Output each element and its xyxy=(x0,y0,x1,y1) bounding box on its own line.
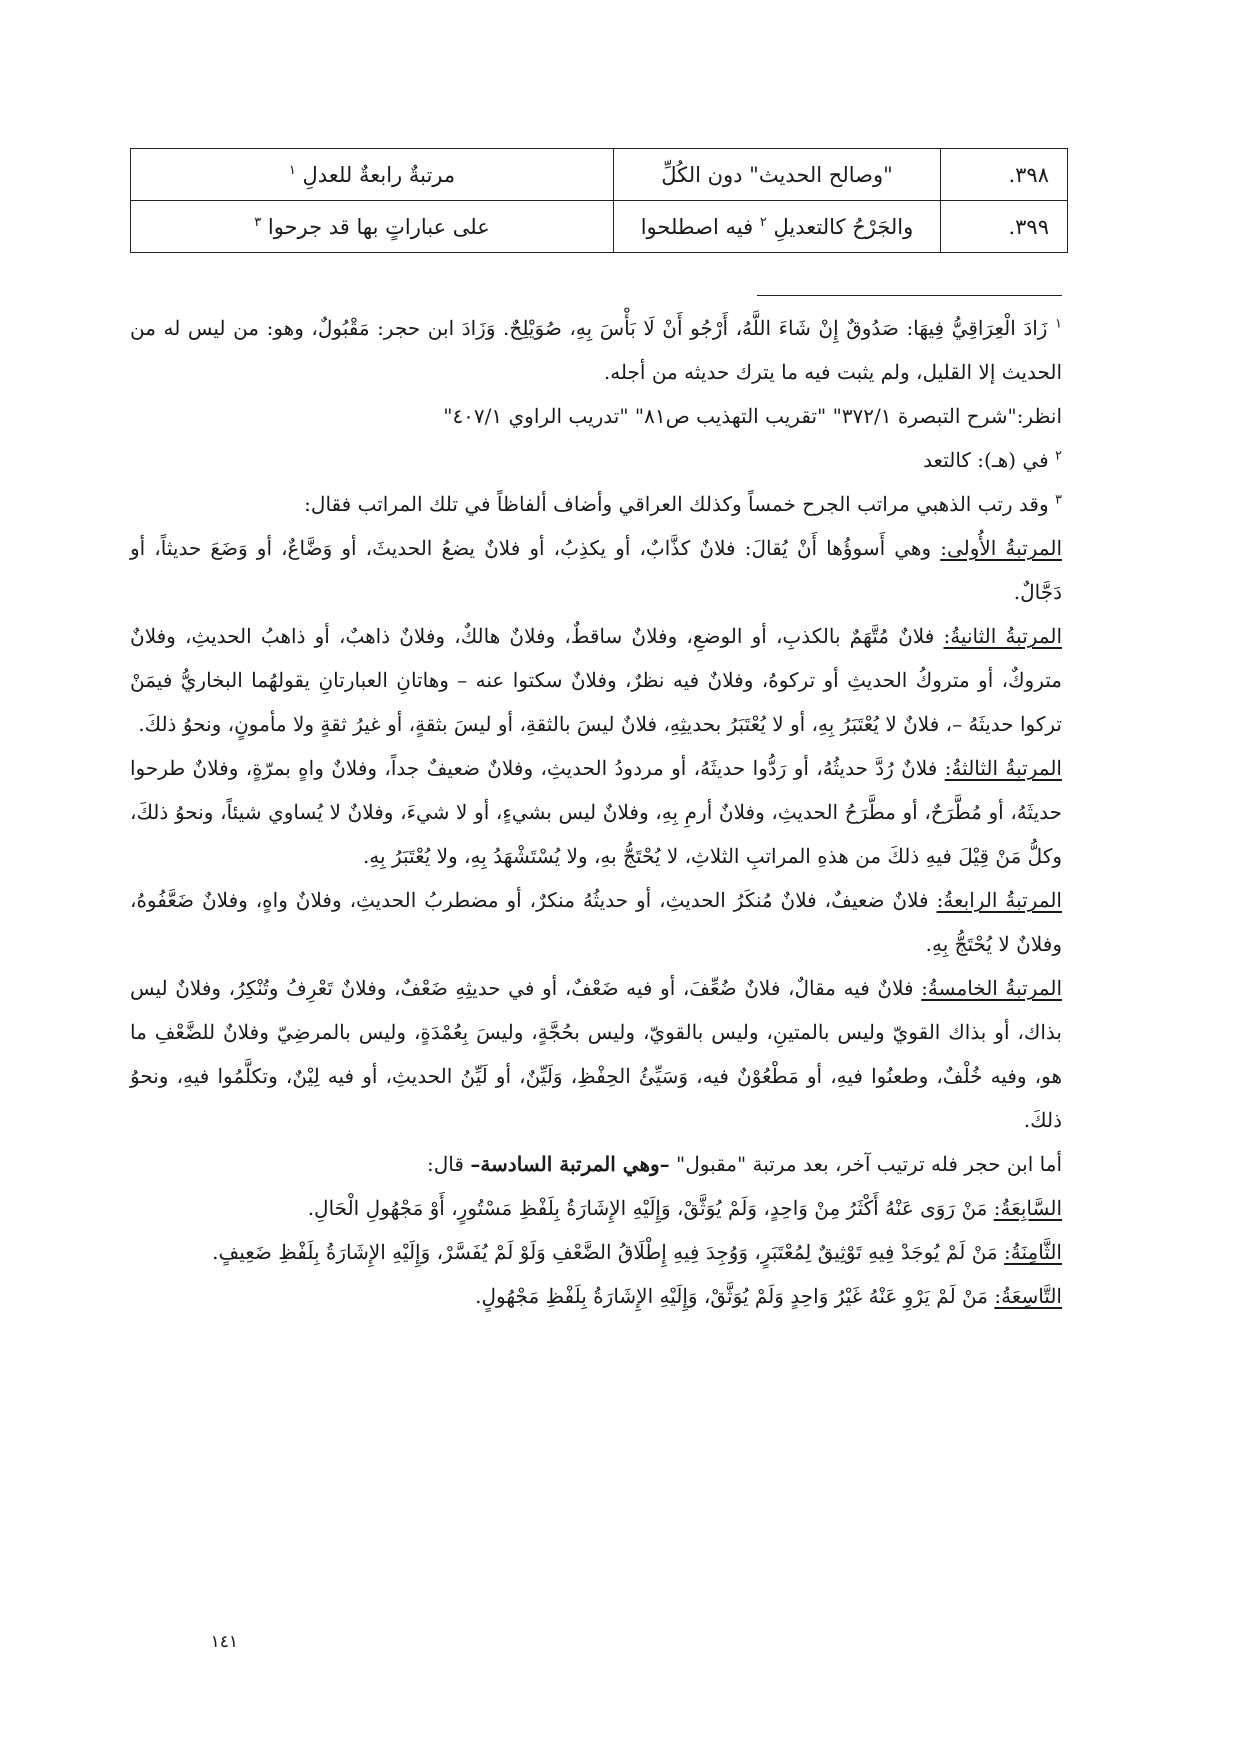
rank-paragraph xyxy=(130,526,1062,614)
sixth-rank-note: –وهي المرتبة السادسة– xyxy=(470,1152,670,1176)
verse-text: مرتبةٌ رابعةٌ للعدلِ xyxy=(302,162,456,187)
footnote-text: زَادَ الْعِرَاقِيُّ فِيهَا: صَدُوقٌ إِنْ شَاءَ اللَّهُ، أَرْجُو أَنْ لَا بَأْسَ بِهِ، صُوَيْلِحٌ. وَزَادَ ابن حجر: مَقْبُولٌ، وهو: xyxy=(266,316,1048,340)
footnote-1 xyxy=(130,306,1062,394)
verse-second-hemistich xyxy=(131,149,614,201)
rank-text: فلانٌ فيه مقالٌ، فلانٌ ضُعِّفَ، أو فيه ضَعْفٌ، أو في حديثِهِ ضَعْفٌ، وفلانٌ تَعْرِفُ وتُنْكِرُ، وفلانٌ ليس بذاك، أو بذاك القويّ وليس بالمتينِ، وليس بالقويّ، وليس بحُجَّةٍ، وليسَ بِعُمْدَةٍ، وليس بالمرضِيّ وفلانٌ للضَّعْفِ ما هو، وفيه خُلْفٌ، وطعنُوا فيهِ، أو مَطْعُوْنٌ فيه، وَسَيِّئُ الحِفْظِ، وَلَيِّنٌ، أو لَيِّنُ الحديثِ، أو فيه لِيْنٌ، وتكلَّمُوا فيهِ، ونحوُ ذلكَ. xyxy=(130,976,1062,1132)
verse-text: "وصالح الحديث" دون الكُلِّ xyxy=(661,162,893,187)
rank-text: فلانٌ مُتَّهَمٌ بالكذبِ، أو الوضعِ، وفلانٌ ساقطٌ، وفلانٌ هالكٌ، وفلانٌ ذاهبٌ، أو ذاهبُ الحديثِ، وفلانٌ متروكٌ، أو متروكُ الحديثِ أو تركوهُ، وفلانٌ فيه نظرٌ، وفلانٌ سكتوا عنه – وهاتانِ العبارتانِ يقولهُما البخاريُّ فيمَنْ تركوا حديثَهُ –، فلانٌ لا يُعْتَبَرُ بِهِ، أو لا يُعْتَبَرُ بحديثِهِ، فلانٌ ليسَ بالثقةِ، أو ليسَ بثقةٍ، أو غيرُ ثقةٍ ولا مأمونٍ، ونحوُ ذلكَ. xyxy=(130,624,1062,736)
verse-second-hemistich xyxy=(131,201,614,253)
verse-first-hemistich xyxy=(614,201,941,253)
verse-first-hemistich xyxy=(614,149,941,201)
intro-text: قال: xyxy=(427,1152,464,1176)
footnote-separator xyxy=(757,295,1062,296)
footnote-marker: ١ xyxy=(1055,316,1063,332)
rank-label: الثَّامِنَةُ: xyxy=(1004,1240,1062,1264)
verse-number: ٣٩٩. xyxy=(941,201,1068,253)
rank-label: المرتبةُ الأُولى: xyxy=(940,536,1063,560)
rank-text: مَنْ رَوَى عَنْهُ أَكْثَرُ مِنْ وَاحِدٍ، وَلَمْ يُوَثَّقْ، وَإِلَيْهِ الإِشَارَةُ بِلَفْظِ مَسْتُورٍ، أَوْ مَجْهُولِ الْحَالِ. xyxy=(307,1196,988,1220)
verse-text: على عباراتٍ بها قد جرحوا xyxy=(267,214,490,239)
rank-paragraph xyxy=(130,1186,1062,1230)
footnote-text: وقد رتب الذهبي مراتب الجرح خمساً وكذلك العراقي وأضاف ألفاظاً في تلك المراتب فقال: xyxy=(304,492,1049,516)
rank-text: فلانٌ رُدَّ حديثُهُ، أو رَدُّوا حديثَهُ، أو مردودُ الحديثِ، وفلانٌ ضعيفٌ جداً، وفلانٌ واهٍ بمرّةٍ، وفلانٌ طرحوا حديثَهُ، أو مُطَّرَحٌ، أو مطَّرَحُ الحديثِ، وفلانٌ أرمِ بِهِ، وفلانٌ ليس بشيءٍ، أو لا شيءَ، وفلانٌ لا يُساوي شيئاً، ونحوُ ذلكَ، وكلُّ مَنْ قِيْلَ فيهِ ذلكَ من هذهِ المراتبِ الثلاثِ، لا يُحْتَجُّ بهِ، ولا يُسْتَشْهَدُ بِهِ، ولا يُعْتَبَرُ بِهِ. xyxy=(130,756,1062,868)
footnotes xyxy=(130,306,1062,1318)
footnote-ref: ١ xyxy=(288,162,296,178)
footnote-2 xyxy=(130,438,1062,482)
verse-row xyxy=(131,201,1068,253)
rank-paragraph xyxy=(130,878,1062,966)
rank-paragraph xyxy=(130,966,1062,1142)
verse-table xyxy=(130,148,1068,253)
footnote-text: من ليس له من الحديث إلا القليل، ولم يثبت فيه ما يترك حديثه من أجله. xyxy=(130,316,1062,384)
rank-label: المرتبةُ الخامسةُ: xyxy=(921,976,1062,1000)
verse-row xyxy=(131,149,1068,201)
rank-label: المرتبةُ الثانيةُ: xyxy=(943,624,1063,648)
page-number: ١٤١ xyxy=(210,1632,238,1652)
footnote-ref: ٣ xyxy=(254,214,262,230)
rank-paragraph xyxy=(130,1230,1062,1274)
footnote-ref: ٢ xyxy=(759,214,767,230)
footnote-marker: ٢ xyxy=(1055,448,1062,464)
ibn-hajar-intro xyxy=(130,1142,1062,1186)
rank-label: المرتبةُ الرابعةُ: xyxy=(936,888,1062,912)
rank-paragraph xyxy=(130,614,1062,746)
verse-text: فيه اصطلحوا xyxy=(640,214,754,239)
verse-number: ٣٩٨. xyxy=(941,149,1068,201)
rank-text: فلانٌ ضعيفٌ، فلانٌ مُنكَرُ الحديثِ، أو حديثُهُ منكرٌ، أو مضطربُ الحديثِ، وفلانٌ واهٍ، وفلانٌ ضَعَّفُوهُ، وفلانٌ لا يُحْتَجُّ بِهِ. xyxy=(130,888,1062,956)
rank-label: السَّابِعَةُ: xyxy=(993,1196,1062,1220)
rank-paragraph xyxy=(130,1274,1062,1318)
rank-label: التَّاسِعَةُ: xyxy=(994,1284,1062,1308)
footnote-1-reference: انظر:"شرح التبصرة ٣٧٢/١" "تقريب التهذيب ص٨١" "تدريب الراوي ٤٠٧/١" xyxy=(443,404,1062,428)
intro-text: أما ابن حجر فله ترتيب آخر، بعد مرتبة "مقبول" xyxy=(676,1152,1062,1176)
rank-text: مَنْ لَمْ يَرْوِ عَنْهُ غَيْرُ وَاحِدٍ وَلَمْ يُوَثَّقْ، وَإِلَيْهِ الإِشَارَةُ بِلَفْظِ مَجْهُولٍ. xyxy=(475,1284,988,1308)
footnote-text: في (هـ): كالتعد xyxy=(923,448,1049,472)
verse-text: والجَرْحُ كالتعديلِ xyxy=(773,214,914,239)
rank-label: المرتبةُ الثالثةُ: xyxy=(944,756,1062,780)
footnote-3 xyxy=(130,482,1062,526)
rank-text: وهي أَسوؤُها أَنْ يُقالَ: فلانٌ كذَّابٌ، أو يكذِبُ، أو فلانٌ يضعُ الحديثَ، أو وَضَّاعٌ، أو وَضَعَ حديثاً، أو دَجَّالٌ. xyxy=(130,536,1062,604)
rank-paragraph xyxy=(130,746,1062,878)
rank-text: مَنْ لَمْ يُوجَدْ فِيهِ تَوْثِيقٌ لِمُعْتَبَرٍ، وَوُجِدَ فِيهِ إِطْلَاقُ الضَّعْفِ وَلَوْ لَمْ يُفَسَّرْ، وَإِلَيْهِ الإِشَارَةُ بِلَفْظِ ضَعِيفٍ. xyxy=(212,1240,998,1264)
footnote-marker: ٣ xyxy=(1055,492,1062,508)
